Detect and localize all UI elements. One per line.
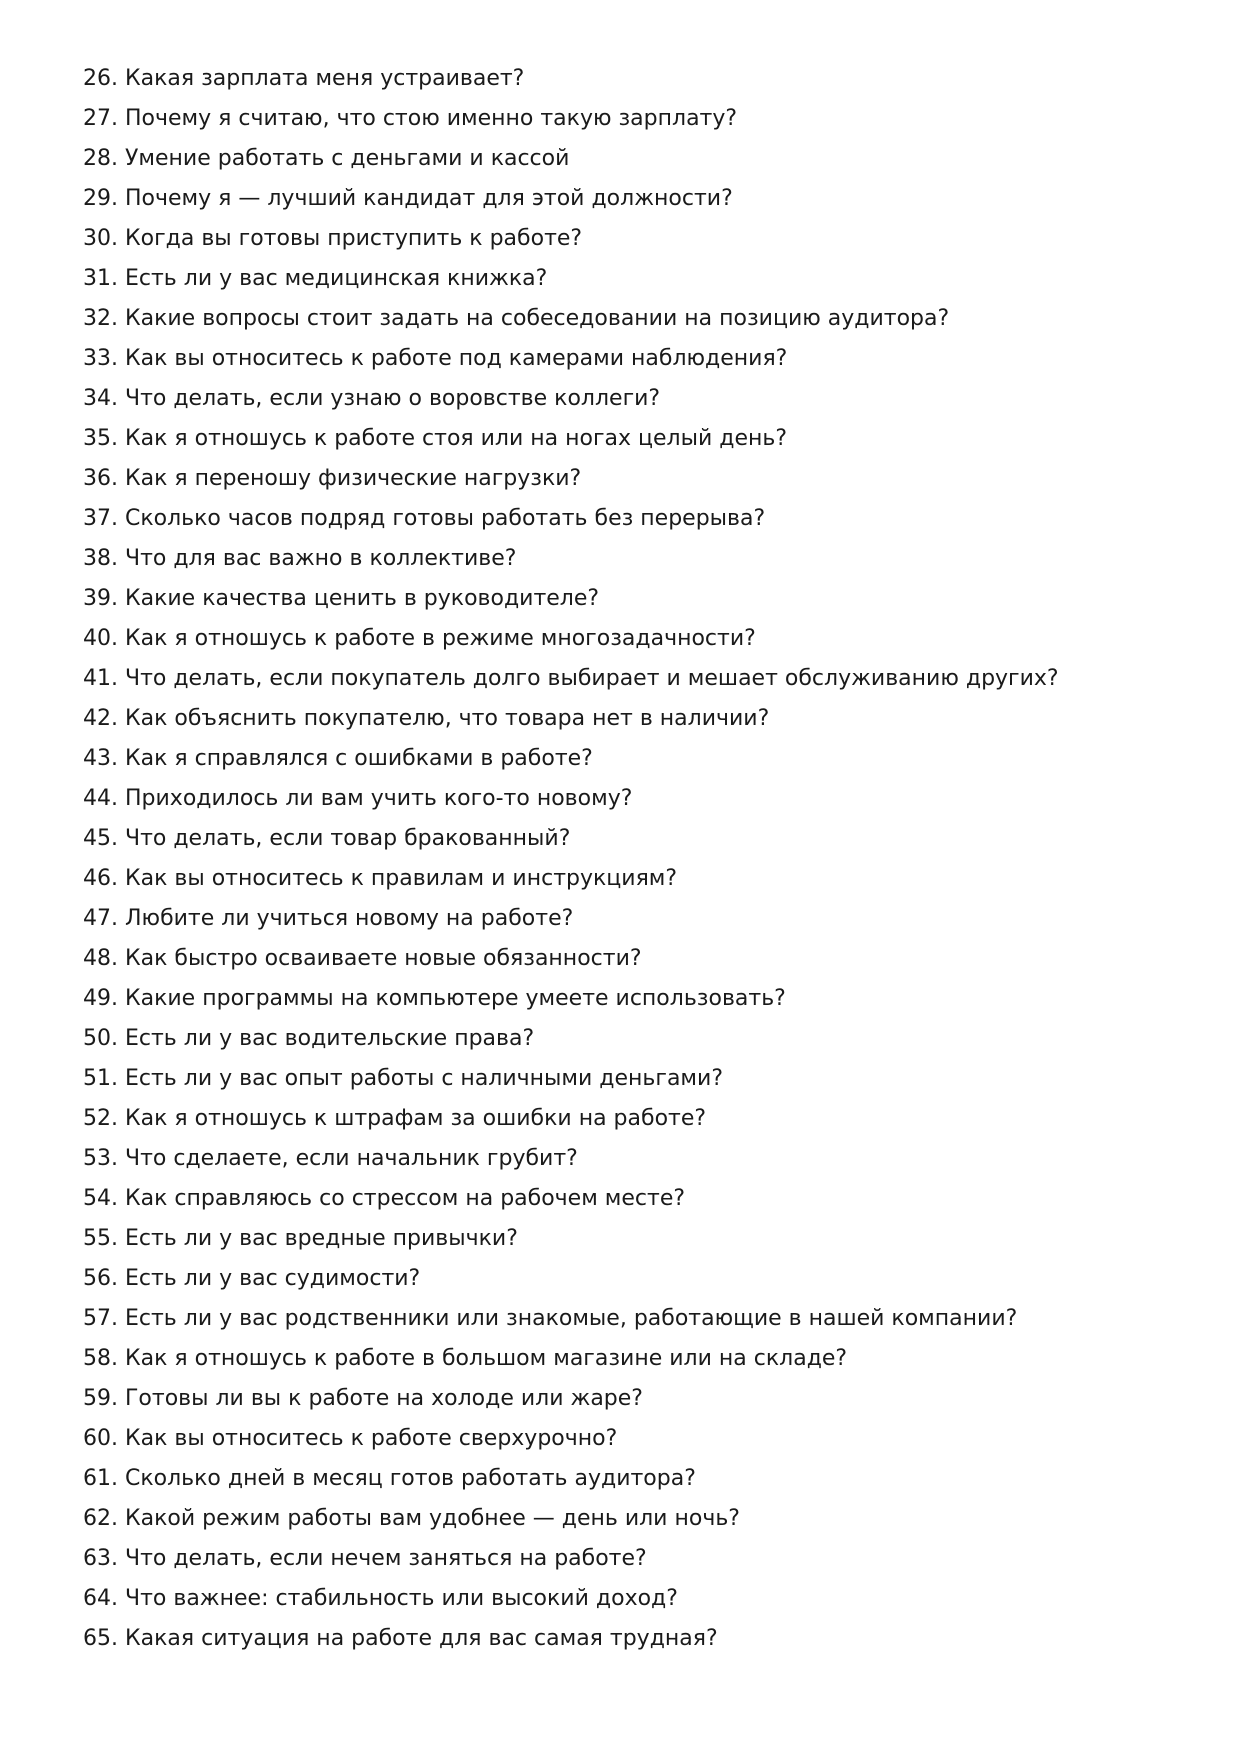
- list-item: [83, 1022, 1183, 1062]
- question-text: Почему я считаю, что стою именно такую зарплату?: [125, 106, 738, 131]
- question-number: 31.: [83, 266, 118, 291]
- question-number: 33.: [83, 346, 118, 371]
- question-number: 27.: [83, 106, 118, 131]
- question-number: 64.: [83, 1586, 118, 1611]
- question-number: 59.: [83, 1386, 118, 1411]
- question-number: 36.: [83, 466, 118, 491]
- list-item: [83, 902, 1183, 942]
- question-number: 53.: [83, 1146, 118, 1171]
- question-number: 57.: [83, 1306, 118, 1331]
- question-number: 62.: [83, 1506, 118, 1531]
- question-number: 56.: [83, 1266, 118, 1291]
- question-text: Готовы ли вы к работе на холоде или жаре?: [125, 1386, 643, 1411]
- list-item: [83, 662, 1183, 702]
- list-item: [83, 742, 1183, 782]
- list-item: [83, 1502, 1183, 1542]
- question-number: 34.: [83, 386, 118, 411]
- question-text: Какая зарплата меня устраивает?: [125, 66, 525, 91]
- question-number: 63.: [83, 1546, 118, 1571]
- question-text: Есть ли у вас медицинская книжка?: [125, 266, 548, 291]
- question-number: 61.: [83, 1466, 118, 1491]
- question-text: Что делать, если покупатель долго выбирает и мешает обслуживанию других?: [125, 666, 1059, 691]
- list-item: [83, 262, 1183, 302]
- list-item: [83, 1182, 1183, 1222]
- list-item: [83, 822, 1183, 862]
- list-item: [83, 422, 1183, 462]
- question-number: 45.: [83, 826, 118, 851]
- question-text: Как я отношусь к работе стоя или на ногах целый день?: [125, 426, 788, 451]
- question-number: 39.: [83, 586, 118, 611]
- question-number: 35.: [83, 426, 118, 451]
- question-number: 40.: [83, 626, 118, 651]
- question-text: Какие программы на компьютере умеете использовать?: [125, 986, 786, 1011]
- list-item: [83, 382, 1183, 422]
- question-text: Как вы относитесь к работе сверхурочно?: [125, 1426, 618, 1451]
- question-text: Есть ли у вас родственники или знакомые, работающие в нашей компании?: [125, 1306, 1018, 1331]
- question-text: Как справляюсь со стрессом на рабочем месте?: [125, 1186, 686, 1211]
- list-item: [83, 1542, 1183, 1582]
- question-text: Что делать, если узнаю о воровстве коллеги?: [125, 386, 661, 411]
- list-item: [83, 862, 1183, 902]
- question-number: 50.: [83, 1026, 118, 1051]
- question-text: Что сделаете, если начальник грубит?: [125, 1146, 578, 1171]
- list-item: [83, 1382, 1183, 1422]
- question-text: Есть ли у вас вредные привычки?: [125, 1226, 518, 1251]
- question-text: Умение работать с деньгами и кассой: [125, 146, 570, 171]
- list-item: [83, 622, 1183, 662]
- question-text: Как вы относитесь к работе под камерами наблюдения?: [125, 346, 788, 371]
- list-item: [83, 182, 1183, 222]
- list-item: [83, 1622, 1183, 1662]
- question-number: 48.: [83, 946, 118, 971]
- question-number: 41.: [83, 666, 118, 691]
- question-text: Какой режим работы вам удобнее — день или ночь?: [125, 1506, 740, 1531]
- list-item: [83, 1142, 1183, 1182]
- list-item: [83, 302, 1183, 342]
- question-number: 52.: [83, 1106, 118, 1131]
- question-text: Как быстро осваиваете новые обязанности?: [125, 946, 642, 971]
- list-item: [83, 1422, 1183, 1462]
- question-text: Что делать, если нечем заняться на работе?: [125, 1546, 647, 1571]
- question-text: Какая ситуация на работе для вас самая трудная?: [125, 1626, 718, 1651]
- question-number: 43.: [83, 746, 118, 771]
- question-number: 51.: [83, 1066, 118, 1091]
- question-number: 44.: [83, 786, 118, 811]
- question-text: Любите ли учиться новому на работе?: [125, 906, 574, 931]
- list-item: [83, 1222, 1183, 1262]
- question-number: 65.: [83, 1626, 118, 1651]
- question-text: Как объяснить покупателю, что товара нет в наличии?: [125, 706, 770, 731]
- list-item: [83, 502, 1183, 542]
- question-number: 29.: [83, 186, 118, 211]
- list-item: [83, 982, 1183, 1022]
- question-number: 32.: [83, 306, 118, 331]
- question-text: Как вы относитесь к правилам и инструкциям?: [125, 866, 678, 891]
- question-text: Как я отношусь к работе в большом магазине или на складе?: [125, 1346, 848, 1371]
- list-item: [83, 582, 1183, 622]
- list-item: [83, 1062, 1183, 1102]
- question-text: Почему я — лучший кандидат для этой должности?: [125, 186, 733, 211]
- question-text: Как я отношусь к штрафам за ошибки на работе?: [125, 1106, 707, 1131]
- list-item: [83, 102, 1183, 142]
- question-number: 58.: [83, 1346, 118, 1371]
- list-item: [83, 1102, 1183, 1142]
- question-text: Сколько дней в месяц готов работать аудитора?: [125, 1466, 696, 1491]
- question-number: 26.: [83, 66, 118, 91]
- list-item: [83, 782, 1183, 822]
- list-item: [83, 462, 1183, 502]
- question-text: Сколько часов подряд готовы работать без перерыва?: [125, 506, 766, 531]
- question-text: Что для вас важно в коллективе?: [125, 546, 517, 571]
- question-number: 54.: [83, 1186, 118, 1211]
- list-item: [83, 1302, 1183, 1342]
- question-text: Приходилось ли вам учить кого-то новому?: [125, 786, 633, 811]
- question-text: Какие вопросы стоит задать на собеседовании на позицию аудитора?: [125, 306, 950, 331]
- question-text: Как я отношусь к работе в режиме многозадачности?: [125, 626, 756, 651]
- list-item: [83, 142, 1183, 182]
- question-list: [83, 62, 1183, 1662]
- question-text: Есть ли у вас водительские права?: [125, 1026, 535, 1051]
- question-number: 42.: [83, 706, 118, 731]
- question-text: Что делать, если товар бракованный?: [125, 826, 571, 851]
- question-number: 37.: [83, 506, 118, 531]
- list-item: [83, 1582, 1183, 1622]
- question-text: Как я справлялся с ошибками в работе?: [125, 746, 593, 771]
- list-item: [83, 222, 1183, 262]
- question-text: Есть ли у вас судимости?: [125, 1266, 421, 1291]
- question-number: 30.: [83, 226, 118, 251]
- list-item: [83, 1462, 1183, 1502]
- list-item: [83, 542, 1183, 582]
- question-number: 55.: [83, 1226, 118, 1251]
- list-item: [83, 1342, 1183, 1382]
- list-item: [83, 62, 1183, 102]
- question-text: Какие качества ценить в руководителе?: [125, 586, 600, 611]
- question-number: 28.: [83, 146, 118, 171]
- question-number: 46.: [83, 866, 118, 891]
- question-number: 47.: [83, 906, 118, 931]
- list-item: [83, 702, 1183, 742]
- list-item: [83, 342, 1183, 382]
- question-number: 49.: [83, 986, 118, 1011]
- question-number: 38.: [83, 546, 118, 571]
- question-number: 60.: [83, 1426, 118, 1451]
- list-item: [83, 942, 1183, 982]
- question-text: Когда вы готовы приступить к работе?: [125, 226, 583, 251]
- question-text: Есть ли у вас опыт работы с наличными деньгами?: [125, 1066, 724, 1091]
- list-item: [83, 1262, 1183, 1302]
- question-text: Что важнее: стабильность или высокий доход?: [125, 1586, 678, 1611]
- question-text: Как я переношу физические нагрузки?: [125, 466, 582, 491]
